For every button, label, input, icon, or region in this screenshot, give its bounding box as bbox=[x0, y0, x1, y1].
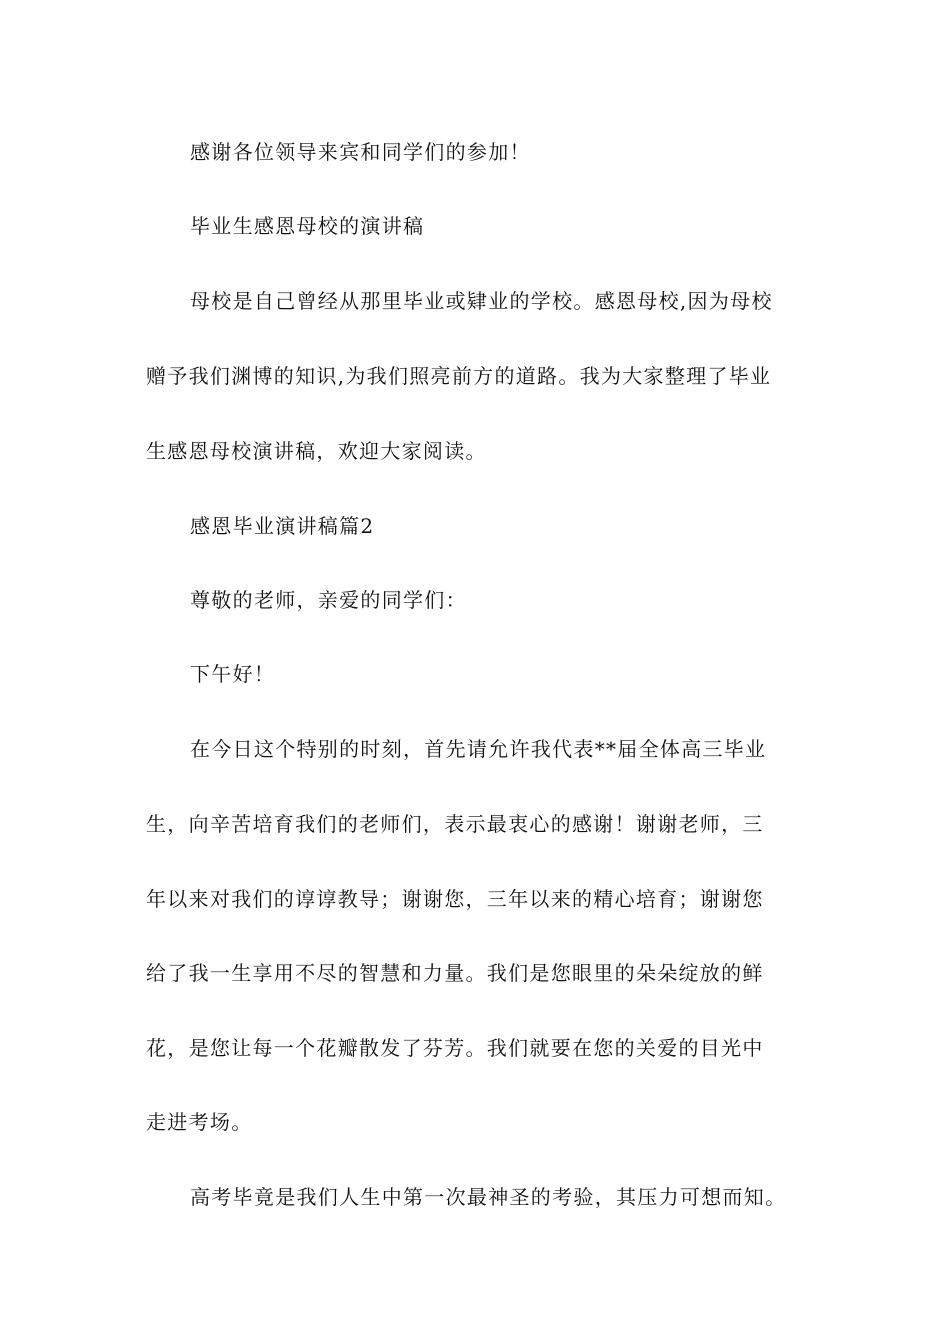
greeting-line: 下午好！ bbox=[190, 662, 276, 686]
paragraph-line: 赠予我们渊博的知识,为我们照亮前方的道路。我为大家整理了毕业 bbox=[146, 364, 772, 388]
paragraph-line: 走进考场。 bbox=[146, 1110, 253, 1134]
thanks-line: 感谢各位领导来宾和同学们的参加！ bbox=[190, 140, 531, 164]
paragraph-line: 母校是自己曾经从那里毕业或肄业的学校。感恩母校,因为母校 bbox=[190, 289, 773, 313]
paragraph-line: 年以来对我们的谆谆教导；谢谢您，三年以来的精心培育；谢谢您 bbox=[146, 887, 764, 911]
salutation-line: 尊敬的老师，亲爱的同学们： bbox=[190, 588, 467, 612]
paragraph-line: 给了我一生享用不尽的智慧和力量。我们是您眼里的朵朵绽放的鲜 bbox=[146, 961, 764, 985]
paragraph-line: 生感恩母校演讲稿，欢迎大家阅读。 bbox=[146, 439, 487, 463]
paragraph-line: 生，向辛苦培育我们的老师们，表示最衷心的感谢！谢谢老师，三 bbox=[146, 812, 764, 836]
section-title: 毕业生感恩母校的演讲稿 bbox=[190, 214, 425, 238]
paragraph-line: 高考毕竟是我们人生中第一次最神圣的考验，其压力可想而知。 bbox=[190, 1185, 787, 1209]
paragraph-line: 花，是您让每一个花瓣散发了芬芳。我们就要在您的关爱的目光中 bbox=[146, 1036, 764, 1060]
paragraph-line: 在今日这个特别的时刻，首先请允许我代表**届全体高三毕业 bbox=[190, 737, 767, 761]
section-title: 感恩毕业演讲稿篇2 bbox=[190, 514, 375, 538]
